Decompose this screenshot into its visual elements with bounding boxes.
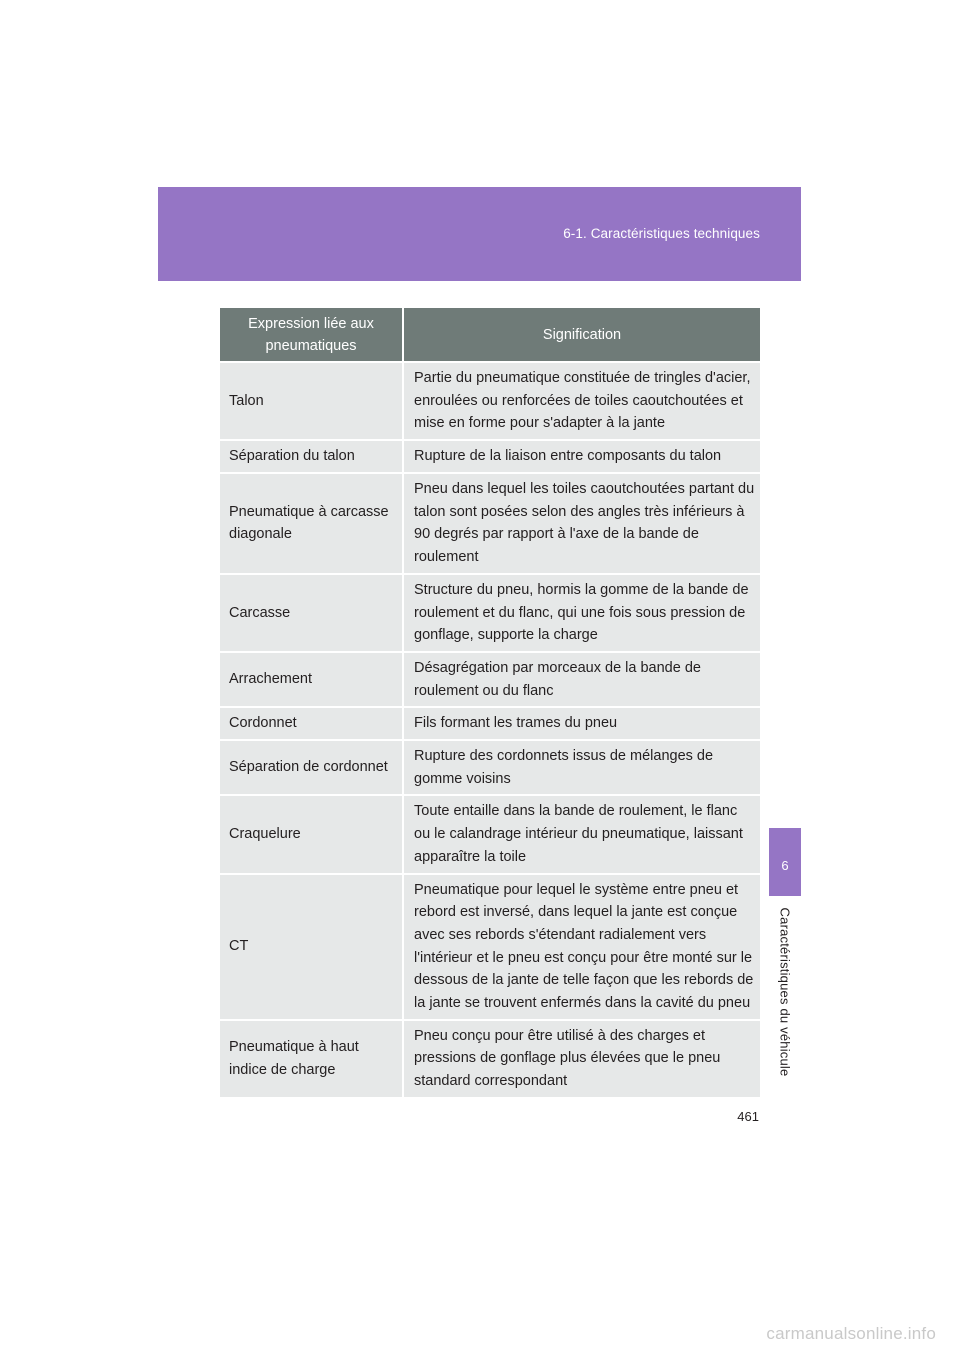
chapter-number: 6 — [781, 858, 789, 873]
table-row — [220, 707, 760, 740]
meaning-cell: Partie du pneumatique constituée de tringles d'acier, enroulées ou renforcées de toiles caoutchoutées et mise en forme pour s'adapter à la jante — [403, 362, 760, 440]
section-header-band — [158, 187, 801, 281]
term-cell: Carcasse — [220, 574, 403, 652]
tire-terms-table — [220, 308, 760, 1097]
term-cell: CT — [220, 874, 403, 1020]
table-row — [220, 874, 760, 1020]
meaning-cell: Pneumatique pour lequel le système entre pneu et rebord est inversé, dans lequel la jante est conçue avec ses rebords s'étendant radialement vers l'intérieur et le pneu est conçu pour être monté sur le dessous de la jante de telle façon que les rebords de la jante se trouvent enfermés dans la cavité du pneu — [403, 874, 760, 1020]
term-cell: Pneumatique à haut indice de charge — [220, 1020, 403, 1097]
section-title: 6-1. Caractéristiques techniques — [563, 226, 760, 241]
term-cell: Séparation de cordonnet — [220, 740, 403, 795]
term-cell: Cordonnet — [220, 707, 403, 740]
watermark: carmanualsonline.info — [766, 1324, 936, 1343]
table-row — [220, 362, 760, 440]
chapter-label: Caractéristiques du véhicule — [777, 907, 793, 1077]
table-row — [220, 652, 760, 707]
meaning-cell: Pneu conçu pour être utilisé à des charges et pressions de gonflage plus élevées que le pneu standard correspondant — [403, 1020, 760, 1097]
column-header-term: Expression liée aux pneumatiques — [220, 308, 403, 362]
meaning-cell: Fils formant les trames du pneu — [403, 707, 760, 740]
meaning-cell: Désagrégation par morceaux de la bande de roulement ou du flanc — [403, 652, 760, 707]
meaning-cell: Structure du pneu, hormis la gomme de la bande de roulement et du flanc, qui une fois sous pression de gonflage, supporte la charge — [403, 574, 760, 652]
table-row — [220, 795, 760, 873]
table-row — [220, 440, 760, 473]
tire-terms-table-container — [220, 308, 760, 1097]
table-header-row — [220, 308, 760, 362]
column-header-meaning: Signification — [403, 308, 760, 362]
term-cell: Séparation du talon — [220, 440, 403, 473]
term-cell: Pneumatique à carcasse diagonale — [220, 473, 403, 574]
table-row — [220, 473, 760, 574]
table-row — [220, 1020, 760, 1097]
chapter-tab — [769, 828, 801, 896]
term-cell: Talon — [220, 362, 403, 440]
meaning-cell: Rupture des cordonnets issus de mélanges de gomme voisins — [403, 740, 760, 795]
meaning-cell: Pneu dans lequel les toiles caoutchoutées partant du talon sont posées selon des angles très inférieurs à 90 degrés par rapport à l'axe de la bande de roulement — [403, 473, 760, 574]
meaning-cell: Rupture de la liaison entre composants du talon — [403, 440, 760, 473]
table-row — [220, 574, 760, 652]
term-cell: Craquelure — [220, 795, 403, 873]
meaning-cell: Toute entaille dans la bande de roulement, le flanc ou le calandrage intérieur du pneumatique, laissant apparaître la toile — [403, 795, 760, 873]
term-cell: Arrachement — [220, 652, 403, 707]
page-number: 461 — [737, 1109, 759, 1124]
table-row — [220, 740, 760, 795]
